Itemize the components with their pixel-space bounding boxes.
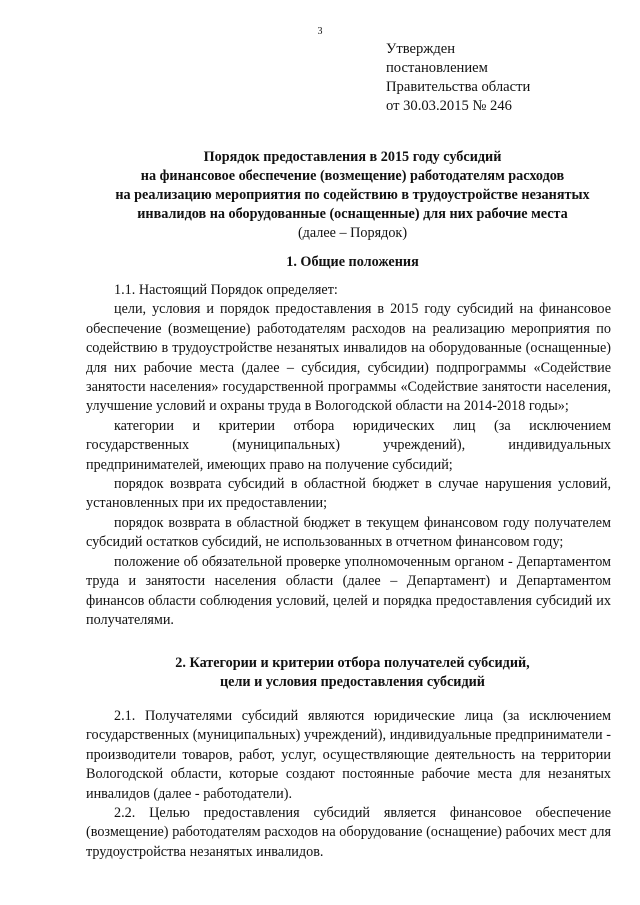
paragraph: порядок возврата в областной бюджет в текущем финансовом году получателем субсидий остатков субсидий, не использованных в отчетном финансовом году; bbox=[86, 514, 611, 551]
title-line: на реализацию мероприятия по содействию в трудоустройстве незанятых bbox=[115, 187, 590, 203]
paragraph: категории и критерии отбора юридических лиц (за исключением государственных (муниципальных) учреждений), индивидуальных предпринимателей, имеющих право на получение субсидий; bbox=[86, 417, 611, 473]
document-title bbox=[80, 148, 625, 243]
paragraph: 1.1. Настоящий Порядок определяет: bbox=[114, 282, 338, 298]
paragraph: положение об обязательной проверке уполномоченным органом - Департаментом труда и занятости населения области (далее – Департамент) и Департаментом финансов области соблюдения условий, целей и порядка предоставления субсидий их получателями. bbox=[86, 553, 611, 628]
page-number: 3 bbox=[317, 26, 323, 37]
approval-line: Правительства области bbox=[386, 79, 531, 95]
paragraph: цели, условия и порядок предоставления в 2015 году субсидий на финансовое обеспечение (возмещение) работодателям расходов на реализацию мероприятия по содействию в трудоустройстве незанятых инвалидов на оборудованные (оснащенные) для них рабочие места (далее – субсидия, субсидии) подпрограммы «Содействие занятости населения» государственной программы «Содействие занятости населения, улучшение условий и охраны труда в Вологодской области на 2014-2018 годы»; bbox=[86, 301, 611, 415]
title-line: инвалидов на оборудованные (оснащенные) для них рабочие места bbox=[137, 206, 568, 222]
title-line: Порядок предоставления в 2015 году субсидий bbox=[203, 149, 502, 165]
paragraph: 2.1. Получателями субсидий являются юридические лица (за исключением государственных (муниципальных) учреждений), индивидуальные предприниматели - производители товаров, работ, услуг, осуществляющие деятельность на территории Вологодской области, которые создают постоянные рабочие места для незанятых инвалидов (далее - работодатели). bbox=[86, 708, 611, 802]
heading-line: цели и условия предоставления субсидий bbox=[220, 674, 485, 690]
section-1-heading: 1. Общие положения bbox=[286, 254, 419, 270]
title-subtitle: (далее – Порядок) bbox=[297, 225, 408, 241]
paragraph: 2.2. Целью предоставления субсидий является финансовое обеспечение (возмещение) работодателям расходов на оборудование (оснащение) рабочих мест для трудоустройства незанятых инвалидов. bbox=[86, 805, 611, 860]
approval-stamp bbox=[386, 40, 530, 116]
section-2-heading bbox=[80, 654, 625, 692]
approval-line: Утвержден bbox=[386, 41, 456, 57]
approval-line: от 30.03.2015 № 246 bbox=[386, 98, 512, 114]
section-2-body bbox=[86, 707, 611, 862]
title-line: на финансовое обеспечение (возмещение) работодателям расходов bbox=[140, 168, 565, 184]
section-1-body bbox=[86, 281, 611, 630]
paragraph: порядок возврата субсидий в областной бюджет в случае нарушения условий, установленных при их предоставлении; bbox=[86, 476, 611, 512]
heading-line: 2. Категории и критерии отбора получателей субсидий, bbox=[175, 655, 530, 671]
approval-line: постановлением bbox=[386, 60, 488, 76]
